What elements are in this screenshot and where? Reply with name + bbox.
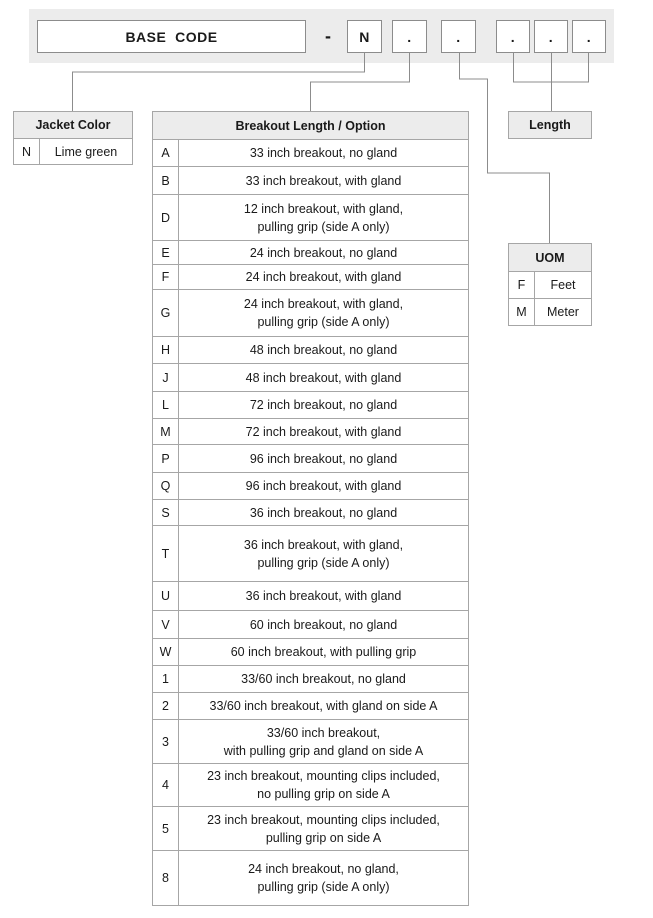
breakout-desc-line: 33 inch breakout, with gland — [245, 173, 402, 188]
breakout-code-cell: P — [153, 445, 179, 473]
breakout-desc-line: 72 inch breakout, no gland — [249, 398, 398, 412]
slot-text: . — [456, 28, 461, 45]
uom-code-cell: M — [509, 299, 535, 326]
breakout-desc-line: pulling grip (side A only) — [257, 315, 390, 329]
breakout-desc-cell — [179, 473, 469, 500]
breakout-code-cell: S — [153, 500, 179, 526]
length-table — [508, 111, 592, 139]
breakout-desc-line: 23 inch breakout, mounting clips included, — [207, 812, 440, 827]
breakout-desc-cell — [179, 392, 469, 419]
table-row — [153, 364, 469, 392]
breakout-desc-line: 60 inch breakout, no gland — [249, 617, 398, 632]
table-row — [153, 500, 469, 526]
breakout-code-cell: H — [153, 337, 179, 364]
table-row — [153, 473, 469, 500]
breakout-desc-line: pulling grip on side A — [265, 830, 382, 845]
breakout-desc-cell — [179, 265, 469, 290]
breakout-desc-cell — [179, 140, 469, 167]
breakout-code-cell: G — [153, 290, 179, 337]
table-row — [153, 666, 469, 693]
breakout-desc-line: 24 inch breakout, with gland, — [243, 297, 404, 311]
breakout-code-cell: B — [153, 167, 179, 195]
uom-code-cell: F — [509, 272, 535, 299]
breakout-desc-line: 33 inch breakout, no gland — [249, 146, 398, 160]
breakout-code-cell: J — [153, 364, 179, 392]
breakout-desc-line: 48 inch breakout, with gland — [245, 370, 402, 385]
breakout-desc-cell — [179, 582, 469, 611]
breakout-code-cell: E — [153, 241, 179, 265]
breakout-code-cell: 2 — [153, 693, 179, 720]
breakout-code-cell: U — [153, 582, 179, 611]
table-row — [153, 807, 469, 851]
table-row — [153, 419, 469, 445]
length-header: Length — [509, 112, 592, 139]
breakout-desc-line: 33/60 inch breakout, with gland on side A — [209, 699, 438, 713]
table-row — [153, 693, 469, 720]
breakout-desc-line: 33/60 inch breakout, no gland — [241, 672, 406, 686]
breakout-desc-cell — [179, 851, 469, 906]
breakout-desc-line: 24 inch breakout, with gland — [245, 270, 402, 284]
breakout-desc-cell — [179, 419, 469, 445]
table-row — [153, 195, 469, 241]
breakout-desc-line: 96 inch breakout, no gland — [249, 451, 398, 466]
breakout-code-cell: V — [153, 611, 179, 639]
breakout-code-cell: 8 — [153, 851, 179, 906]
table-row — [153, 241, 469, 265]
breakout-desc-line: 23 inch breakout, mounting clips included, — [207, 769, 440, 783]
breakout-desc-line: pulling grip (side A only) — [257, 880, 390, 894]
base-code-label: BASE CODE — [125, 28, 218, 45]
breakout-code-cell: 5 — [153, 807, 179, 851]
uom-header-row — [509, 244, 592, 272]
breakout-code-cell: T — [153, 526, 179, 582]
table-row — [14, 139, 133, 165]
uom-table — [508, 243, 592, 326]
breakout-desc-line: 60 inch breakout, with pulling grip — [230, 645, 417, 659]
breakout-body — [153, 140, 469, 906]
breakout-desc-cell — [179, 195, 469, 241]
breakout-desc-line: 72 inch breakout, with gland — [245, 424, 402, 439]
table-row — [509, 299, 592, 326]
jacket-color-header: Jacket Color — [14, 112, 133, 139]
slot-text: . — [510, 28, 516, 45]
breakout-desc-line: with pulling grip and gland on side A — [223, 743, 424, 758]
table-row — [153, 265, 469, 290]
breakout-desc-cell — [179, 337, 469, 364]
table-row — [153, 167, 469, 195]
breakout-code-cell: F — [153, 265, 179, 290]
breakout-desc-line: no pulling grip on side A — [257, 787, 390, 801]
table-row — [153, 392, 469, 419]
breakout-desc-cell — [179, 807, 469, 851]
table-row — [153, 720, 469, 764]
table-row — [153, 337, 469, 364]
table-row — [153, 611, 469, 639]
breakout-code-cell: L — [153, 392, 179, 419]
breakout-desc-cell — [179, 693, 469, 720]
uom-header: UOM — [509, 244, 592, 272]
table-row — [153, 290, 469, 337]
uom-desc-cell: Meter — [535, 299, 592, 326]
breakout-desc-line: 36 inch breakout, with gland, — [243, 537, 404, 552]
breakout-desc-line: 96 inch breakout, with gland — [245, 479, 402, 493]
jacket-desc-cell: Lime green — [40, 139, 133, 165]
breakout-desc-line: 24 inch breakout, no gland, — [248, 862, 399, 876]
breakout-desc-line: pulling grip (side A only) — [257, 219, 390, 234]
breakout-code-cell: 4 — [153, 764, 179, 807]
breakout-header: Breakout Length / Option — [153, 112, 469, 140]
slot-text: . — [407, 28, 412, 45]
breakout-desc-line: 48 inch breakout, no gland — [249, 343, 398, 357]
dash-text: - — [325, 26, 331, 46]
length-header-row — [509, 112, 592, 139]
breakout-desc-cell — [179, 639, 469, 666]
breakout-header-row — [153, 112, 469, 140]
jacket-code-cell: N — [14, 139, 40, 165]
slot-text: . — [586, 28, 592, 45]
breakout-desc-cell — [179, 364, 469, 392]
breakout-desc-line: 24 inch breakout, no gland — [249, 245, 398, 260]
breakout-code-cell: A — [153, 140, 179, 167]
breakout-desc-line: pulling grip (side A only) — [257, 555, 390, 570]
table-row — [153, 764, 469, 807]
breakout-code-cell: W — [153, 639, 179, 666]
breakout-code-cell: 1 — [153, 666, 179, 693]
table-row — [153, 140, 469, 167]
breakout-desc-cell — [179, 720, 469, 764]
breakout-desc-line: 36 inch breakout, with gland — [245, 589, 402, 603]
slot-text: N — [359, 28, 370, 45]
breakout-desc-cell — [179, 241, 469, 265]
breakout-desc-cell — [179, 290, 469, 337]
breakout-desc-line: 36 inch breakout, no gland — [249, 505, 398, 520]
connector-breakout — [311, 53, 410, 111]
table-row — [509, 272, 592, 299]
breakout-desc-cell — [179, 167, 469, 195]
table-row — [153, 582, 469, 611]
table-row — [153, 445, 469, 473]
breakout-length-table — [152, 111, 469, 906]
breakout-desc-cell — [179, 611, 469, 639]
jacket-color-header-row — [14, 112, 133, 139]
breakout-desc-cell — [179, 526, 469, 582]
breakout-code-cell: 3 — [153, 720, 179, 764]
breakout-code-cell: D — [153, 195, 179, 241]
slot-text: . — [548, 28, 554, 45]
table-row — [153, 639, 469, 666]
breakout-desc-cell — [179, 764, 469, 807]
jacket-color-table — [13, 111, 133, 165]
breakout-desc-line: 33/60 inch breakout, — [266, 725, 381, 740]
breakout-desc-line: 12 inch breakout, with gland, — [243, 201, 404, 216]
breakout-desc-cell — [179, 500, 469, 526]
table-row — [153, 851, 469, 906]
breakout-code-cell: Q — [153, 473, 179, 500]
table-row — [153, 526, 469, 582]
breakout-desc-cell — [179, 666, 469, 693]
uom-desc-cell: Feet — [535, 272, 592, 299]
breakout-code-cell: M — [153, 419, 179, 445]
breakout-desc-cell — [179, 445, 469, 473]
